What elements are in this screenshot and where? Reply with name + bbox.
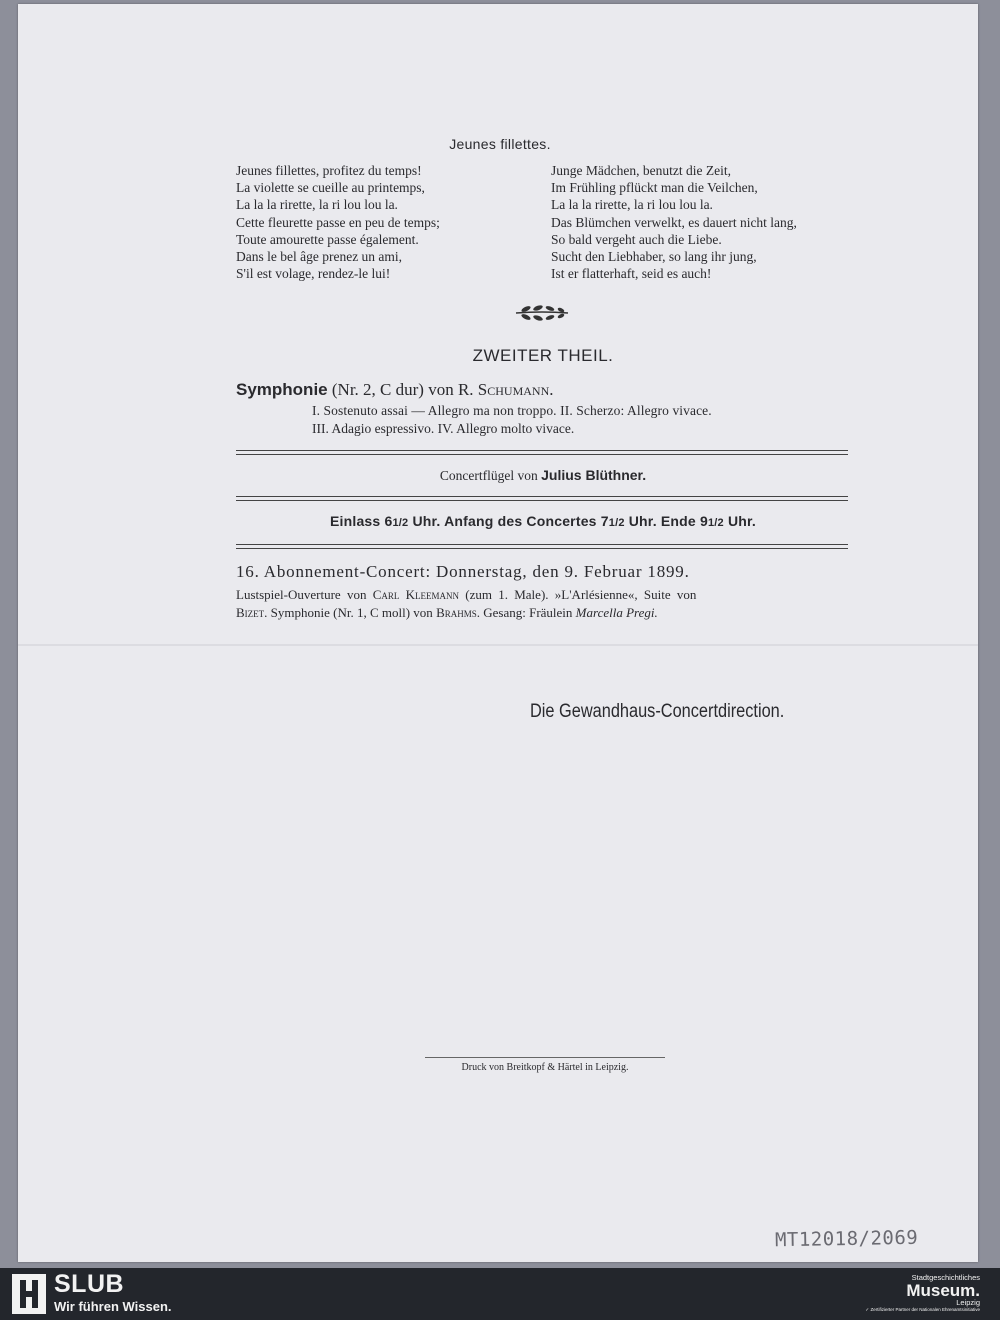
program-line bbox=[236, 604, 696, 622]
paper-fold bbox=[18, 644, 978, 646]
next-concert-title: 16. Abonnement-Concert: Donnerstag, den 9. Februar 1899. bbox=[236, 562, 690, 581]
poem-german-column bbox=[551, 162, 797, 282]
leaf-ornament-icon bbox=[512, 302, 572, 324]
archive-shelfmark: MT12018/2069 bbox=[774, 1226, 919, 1252]
movements-line: I. Sostenuto assai — Allegro ma non troppo. II. Scherzo: Allegro vivace. bbox=[312, 403, 712, 418]
anfang-text: Uhr. Anfang des Concertes 7 bbox=[412, 513, 609, 529]
piano-maker: Julius Blüthner. bbox=[541, 467, 647, 483]
slub-tagline: Wir führen Wissen. bbox=[54, 1299, 172, 1314]
fraction: 1/2 bbox=[707, 517, 724, 529]
einlass-text: Einlass 6 bbox=[329, 513, 393, 529]
slub-brand[interactable]: SLUB bbox=[54, 1270, 125, 1298]
poem-line: La la la rirette, la ri lou lou la. bbox=[236, 197, 398, 213]
poem-line: La violette se cueille au printemps, bbox=[236, 180, 425, 196]
symphony-heading bbox=[236, 380, 554, 400]
program-line bbox=[236, 586, 696, 604]
poem-line: La la la rirette, la ri lou lou la. bbox=[551, 197, 713, 213]
double-rule bbox=[236, 450, 848, 455]
museum-partner-note: ✓ Zertifizierter Partner der Nationalen Ehrenamtsinitiative bbox=[865, 1307, 980, 1312]
printer-imprint: Druck von Breitkopf & Härtel in Leipzig. bbox=[461, 1062, 629, 1073]
poem-line: Im Frühling pflückt man die Veilchen, bbox=[551, 180, 758, 196]
double-rule bbox=[236, 496, 848, 501]
poem-line: Junge Mädchen, benutzt die Zeit, bbox=[551, 163, 731, 178]
composer-name: Carl Kleemann bbox=[372, 587, 460, 602]
piano-credit bbox=[0, 467, 1000, 484]
piano-prefix: Concertflügel von bbox=[439, 468, 538, 483]
signature-line: Die Gewandhaus-Concertdirection. bbox=[530, 701, 785, 722]
poem-line: Das Blümchen verwelkt, es dauert nicht lang, bbox=[551, 214, 797, 230]
movements-list bbox=[312, 402, 712, 438]
composer-name: Brahms bbox=[436, 605, 477, 620]
composer-end: . bbox=[549, 380, 554, 399]
program-text: Lustspiel-Ouverture von bbox=[236, 587, 367, 602]
museum-logo[interactable] bbox=[830, 1273, 980, 1313]
poem-line: Dans le bel âge prenez un ami, bbox=[236, 249, 403, 265]
slub-logo-icon[interactable] bbox=[12, 1274, 46, 1314]
program-sheet bbox=[18, 4, 978, 1262]
double-rule bbox=[236, 544, 848, 549]
work-detail: (Nr. 2, C dur) von R. bbox=[331, 380, 474, 399]
part-title: ZWEITER THEIL. bbox=[472, 346, 614, 365]
program-text: . Symphonie (Nr. 1, C moll) von bbox=[264, 605, 433, 620]
fraction: 1/2 bbox=[608, 517, 625, 529]
footer-bar bbox=[0, 1268, 1000, 1320]
program-text: . Gesang: Fräulein bbox=[476, 605, 573, 620]
poem-line: Sucht den Liebhaber, so lang ihr jung, bbox=[551, 249, 757, 265]
printer-rule bbox=[425, 1057, 665, 1058]
movements-line: III. Adagio espressivo. IV. Allegro molto vivace. bbox=[312, 421, 575, 436]
poem-title: Jeunes fillettes. bbox=[449, 136, 551, 152]
poem-line: S'il est volage, rendez-le lui! bbox=[236, 266, 391, 282]
singer-name: Marcella Pregi. bbox=[575, 605, 658, 620]
poem-line: Cette fleurette passe en peu de temps; bbox=[236, 214, 440, 230]
poem-line: So bald vergeht auch die Liebe. bbox=[551, 231, 722, 247]
fraction: 1/2 bbox=[392, 517, 409, 529]
ende-text: Uhr. Ende 9 bbox=[628, 513, 708, 529]
museum-city: Leipzig bbox=[956, 1298, 980, 1307]
uhr-text: Uhr. bbox=[727, 513, 757, 529]
concert-times bbox=[0, 513, 1000, 529]
poem-line: Ist er flatterhaft, seid es auch! bbox=[551, 266, 712, 282]
poem-line: Toute amourette passe également. bbox=[236, 231, 419, 247]
poem-french-column bbox=[236, 162, 440, 282]
program-text: (zum 1. Male). »L'Arlésienne«, Suite von bbox=[465, 587, 697, 602]
museum-top-label: Stadtgeschichtliches bbox=[911, 1273, 980, 1282]
work-title: Symphonie bbox=[236, 380, 328, 399]
composer-name: Schumann bbox=[477, 380, 550, 399]
next-concert-program bbox=[236, 586, 696, 622]
poem-line: Jeunes fillettes, profitez du temps! bbox=[236, 163, 422, 178]
museum-name: Museum. bbox=[906, 1281, 980, 1300]
composer-name: Bizet bbox=[236, 605, 265, 620]
